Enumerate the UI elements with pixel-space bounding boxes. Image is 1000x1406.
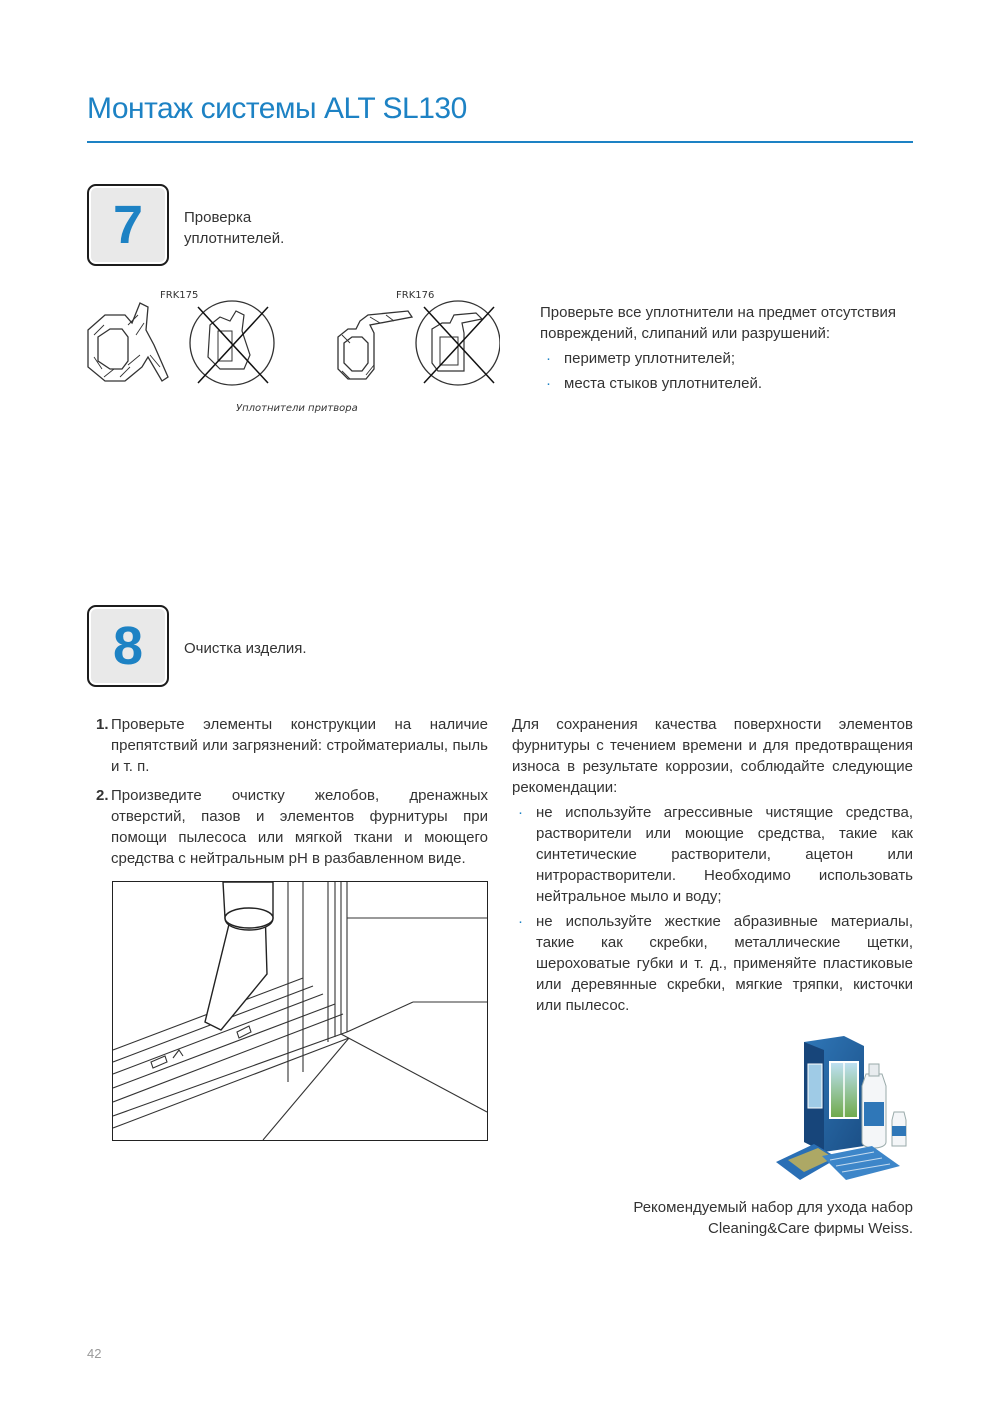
list-item: · не используйте жесткие абразивные материалы, такие как скребки, металлические щетки, шероховатые губки и т. д., применяйте пластиковые или деревянные скребки, мягкие тряпки, кисточки или пылесос. <box>512 911 913 1016</box>
list-item-number: 1. <box>96 716 109 733</box>
step-8-badge <box>87 605 169 687</box>
list-item: · места стыков уплотнителей. <box>540 373 914 394</box>
seal-frk175-drawing <box>88 303 168 381</box>
kit-caption-line1: Рекомендуемый набор для ухода набор <box>633 1199 913 1216</box>
list-item-text: Проверьте элементы конструкции на наличие препятствий или загрязнений: стройматериалы, пыль и т. п. <box>111 716 488 775</box>
step-7-number: 7 <box>112 195 144 255</box>
seal-frk176-drawing <box>338 311 412 379</box>
step-8-title: Очистка изделия. <box>184 640 307 657</box>
kit-caption-line2: Cleaning&Care фирмы Weiss. <box>708 1220 913 1237</box>
vacuum-cleaning-illustration <box>112 881 488 1141</box>
seal-label-frk176: FRK176 <box>396 290 435 301</box>
cleaning-kit-caption <box>583 1197 913 1239</box>
step-7-text: Проверьте все уплотнители на предмет отсутствия повреждений, слипаний или разрушений: <box>540 304 897 342</box>
care-bullet-list <box>512 802 913 1016</box>
list-item: · периметр уплотнителей; <box>540 348 914 369</box>
list-item-number: 2. <box>96 787 109 804</box>
vacuum-cleaning-drawing <box>113 882 487 1140</box>
step-7-title-line2: уплотнителей. <box>184 230 285 247</box>
step-8-care-recommendations <box>512 714 913 1020</box>
cleaning-kit-photo <box>774 1034 914 1184</box>
seal-figure-caption: Уплотнители притвора <box>236 403 358 414</box>
step-8-number: 8 <box>112 616 144 676</box>
care-intro-text: Для сохранения качества поверхности элементов фурнитуры с течением времени и для предотвращения износа в результате коррозии, соблюдайте следующие рекомендации: <box>512 716 913 796</box>
page-title: Монтаж системы ALT SL130 <box>87 92 467 125</box>
seal-frk175-crossed-out <box>190 301 274 385</box>
step-7-title <box>184 207 284 249</box>
step-7-title-line1: Проверка <box>184 209 252 226</box>
page-number: 42 <box>87 1346 102 1361</box>
seal-frk176-crossed-out <box>416 301 500 385</box>
list-item: · не используйте агрессивные чистящие средства, растворители или моющие средства, такие как синтетические растворители, ацетон или нитрорастворители. Необходимо использовать нейтральное мыло и воду; <box>512 802 913 907</box>
step-7-bullet-list <box>540 348 914 394</box>
list-item-text: Произведите очистку желобов, дренажных отверстий, пазов и элементов фурнитуры при помощи пылесоса или мягкой ткани и моющего средства с нейтральным pH в разбавленном виде. <box>111 787 488 867</box>
title-divider <box>87 141 913 143</box>
list-item <box>96 785 488 869</box>
step-7-description <box>540 302 914 398</box>
step-8-numbered-list <box>96 714 488 877</box>
step-7-badge <box>87 184 169 266</box>
seal-profiles-figure <box>80 285 500 420</box>
seal-label-frk175: FRK175 <box>160 290 199 301</box>
list-item <box>96 714 488 777</box>
